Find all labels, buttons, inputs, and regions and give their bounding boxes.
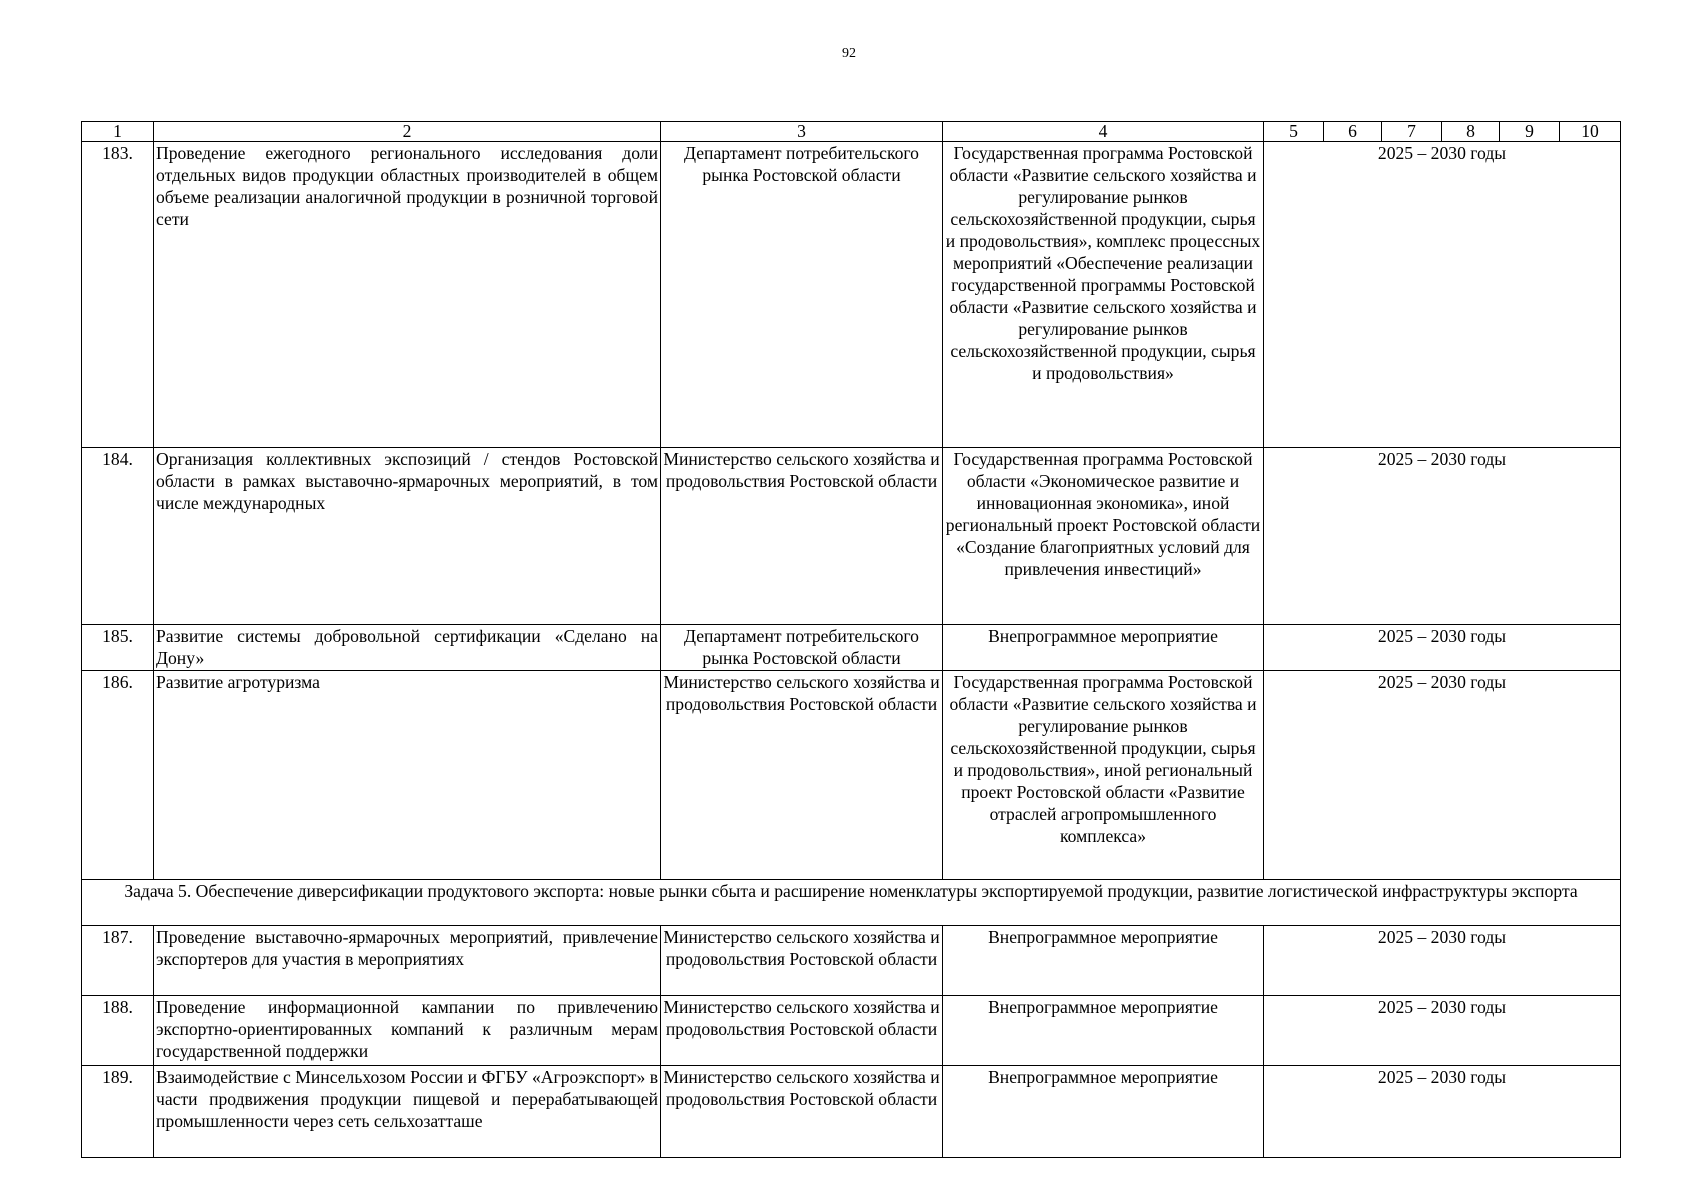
table-row <box>82 625 1621 671</box>
responsible-executor: Министерство сельского хозяйства и продовольствия Ростовской области <box>661 996 943 1066</box>
implementation-period: 2025 – 2030 годы <box>1264 142 1621 448</box>
row-number: 184. <box>82 448 154 625</box>
implementation-period: 2025 – 2030 годы <box>1264 926 1621 996</box>
responsible-executor: Министерство сельского хозяйства и продовольствия Ростовской области <box>661 1066 943 1158</box>
header-row <box>82 122 1621 142</box>
activity-description: Проведение выставочно-ярмарочных мероприятий, привлечение экспортеров для участия в мероприятиях <box>154 926 661 996</box>
program-link: Государственная программа Ростовской области «Экономическое развитие и инновационная экономика», иной региональный проект Ростовской области «Создание благоприятных условий для привлечения инвестиций» <box>943 448 1264 625</box>
program-link: Внепрограммное мероприятие <box>943 926 1264 996</box>
header-cell-2: 2 <box>154 122 661 142</box>
responsible-executor: Департамент потребительского рынка Ростовской области <box>661 142 943 448</box>
header-cell-7: 7 <box>1382 122 1442 142</box>
activity-description: Проведение информационной кампании по привлечению экспортно-ориентированных компаний к различным мерам государственной поддержки <box>154 996 661 1066</box>
program-link: Государственная программа Ростовской области «Развитие сельского хозяйства и регулирование рынков сельскохозяйственной продукции, сырья и продовольствия», иной региональный проект Ростовской области «Развитие отраслей агропромышленного комплекса» <box>943 671 1264 880</box>
header-cell-9: 9 <box>1500 122 1560 142</box>
row-number: 188. <box>82 996 154 1066</box>
row-number: 189. <box>82 1066 154 1158</box>
activity-description: Проведение ежегодного регионального исследования доли отдельных видов продукции областных производителей в общем объеме реализации аналогичной продукции в розничной торговой сети <box>154 142 661 448</box>
implementation-period: 2025 – 2030 годы <box>1264 671 1621 880</box>
table-row <box>82 448 1621 625</box>
program-link: Внепрограммное мероприятие <box>943 625 1264 671</box>
header-cell-10: 10 <box>1560 122 1621 142</box>
task-row <box>82 880 1621 926</box>
task-heading: Задача 5. Обеспечение диверсификации продуктового экспорта: новые рынки сбыта и расширение номенклатуры экспортируемой продукции, развитие логистической инфраструктуры экспорта <box>82 880 1621 926</box>
table-row <box>82 671 1621 880</box>
implementation-period: 2025 – 2030 годы <box>1264 448 1621 625</box>
header-cell-6: 6 <box>1324 122 1382 142</box>
responsible-executor: Министерство сельского хозяйства и продовольствия Ростовской области <box>661 671 943 880</box>
program-link: Внепрограммное мероприятие <box>943 996 1264 1066</box>
implementation-period: 2025 – 2030 годы <box>1264 996 1621 1066</box>
page-number: 92 <box>842 46 856 61</box>
header-cell-3: 3 <box>661 122 943 142</box>
responsible-executor: Департамент потребительского рынка Ростовской области <box>661 625 943 671</box>
header-cell-8: 8 <box>1442 122 1500 142</box>
activity-description: Организация коллективных экспозиций / стендов Ростовской области в рамках выставочно-ярмарочных мероприятий, в том числе международных <box>154 448 661 625</box>
table-row <box>82 1066 1621 1158</box>
responsible-executor: Министерство сельского хозяйства и продовольствия Ростовской области <box>661 448 943 625</box>
table-row <box>82 926 1621 996</box>
table-row <box>82 142 1621 448</box>
row-number: 183. <box>82 142 154 448</box>
row-number: 186. <box>82 671 154 880</box>
table-row <box>82 996 1621 1066</box>
row-number: 187. <box>82 926 154 996</box>
header-cell-5: 5 <box>1264 122 1324 142</box>
header-cell-1: 1 <box>82 122 154 142</box>
responsible-executor: Министерство сельского хозяйства и продовольствия Ростовской области <box>661 926 943 996</box>
program-link: Внепрограммное мероприятие <box>943 1066 1264 1158</box>
activity-description: Развитие системы добровольной сертификации «Сделано на Дону» <box>154 625 661 671</box>
header-cell-4: 4 <box>943 122 1264 142</box>
activities-table <box>81 121 1621 1158</box>
activity-description: Взаимодействие с Минсельхозом России и ФГБУ «Агроэкспорт» в части продвижения продукции пищевой и перерабатывающей промышленности через сеть сельхозатташе <box>154 1066 661 1158</box>
row-number: 185. <box>82 625 154 671</box>
program-link: Государственная программа Ростовской области «Развитие сельского хозяйства и регулирование рынков сельскохозяйственной продукции, сырья и продовольствия», комплекс процессных мероприятий «Обеспечение реализации государственной программы Ростовской области «Развитие сельского хозяйства и регулирование рынков сельскохозяйственной продукции, сырья и продовольствия» <box>943 142 1264 448</box>
implementation-period: 2025 – 2030 годы <box>1264 625 1621 671</box>
implementation-period: 2025 – 2030 годы <box>1264 1066 1621 1158</box>
activity-description: Развитие агротуризма <box>154 671 661 880</box>
